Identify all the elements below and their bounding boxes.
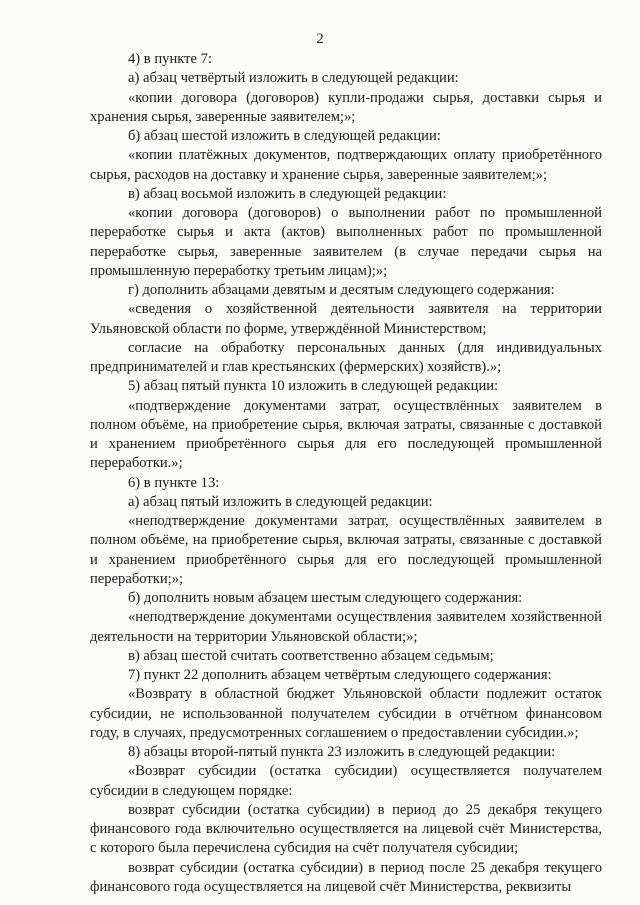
paragraph-10: согласие на обработку персональных данных (для индивидуальных предпринимателей и глав крестьянских (фермерских) хозяйств).»; [90, 339, 602, 375]
page-number: 2 [316, 31, 324, 47]
paragraph-11: 5) абзац пятый пункта 10 изложить в следующей редакции: [128, 378, 499, 395]
document-body [90, 50, 602, 897]
paragraph-15: «неподтверждение документами затрат, осуществлённых заявителем в полном объёме, на приобретение сырья, включая затраты, связанные с доставкой и хранением приобретённого сырья для его последующей промышленной переработки;»; [90, 513, 602, 587]
paragraph-3: «копии договора (договоров) купли-продажи сырья, доставки сырья и хранения сырья, заверенные заявителем;»; [90, 89, 602, 125]
paragraph-24: возврат субсидии (остатка субсидии) в период после 25 декабря текущего финансового года осуществляется на лицевой счёт Министерства, реквизиты [90, 859, 602, 895]
paragraph-17: «неподтверждение документами осуществления заявителем хозяйственной деятельности на территории Ульяновской области;»; [90, 609, 602, 645]
paragraph-9: «сведения о хозяйственной деятельности заявителя на территории Ульяновской области по форме, утверждённой Министерством; [90, 301, 602, 337]
paragraph-6: в) абзац восьмой изложить в следующей редакции: [128, 185, 447, 202]
paragraph-2: а) абзац четвёртый изложить в следующей редакции: [128, 70, 459, 87]
paragraph-14: а) абзац пятый изложить в следующей редакции: [128, 493, 433, 510]
paragraph-21: 8) абзацы второй-пятый пункта 23 изложить в следующей редакции: [128, 744, 556, 760]
paragraph-12: «подтверждение документами затрат, осуществлённых заявителем в полном объёме, на приобретение сырья, включая затраты, связанные с доставкой и хранением приобретённого сырья для его последующей промышленной переработки.»; [90, 397, 602, 472]
paragraph-13: 6) в пункте 13: [128, 474, 220, 491]
paragraph-1: 4) в пункте 7: [128, 51, 213, 67]
paragraph-23: возврат субсидии (остатка субсидии) в период до 25 декабря текущего финансового года включительно осуществляется на лицевой счёт Министерства, с которого была перечислена субсидия на счёт получателя субсидии; [90, 801, 602, 857]
paragraph-22: «Возврат субсидии (остатка субсидии) осуществляется получателем субсидии в следующем порядке: [90, 763, 602, 799]
paragraph-16: б) дополнить новым абзацем шестым следующего содержания: [128, 590, 523, 606]
paragraph-7: «копии договора (договоров) о выполнении работ по промышленной переработке сырья и акта (актов) выполненных работ по промышленной переработке сырья, заверенные заявителем (в случае передачи сырья на промышленную переработку третьим лицам);»; [90, 205, 602, 279]
paragraph-8: г) дополнить абзацами девятым и десятым следующего содержания: [128, 282, 555, 298]
paragraph-5: «копии платёжных документов, подтверждающих оплату приобретённого сырья, расходов на доставку и хранение сырья, заверенные заявителем;»; [90, 147, 602, 183]
paragraph-19: 7) пункт 22 дополнить абзацем четвёртым следующего содержания: [128, 667, 552, 683]
paragraph-4: б) абзац шестой изложить в следующей редакции: [128, 128, 441, 144]
paragraph-20: «Возврату в областной бюджет Ульяновской области подлежит остаток субсидии, не использованной получателем субсидии в отчётном финансовом году, в случаях, предусмотренных соглашением о предоставлении субсидии.»; [90, 686, 602, 741]
paragraph-18: в) абзац шестой считать соответственно абзацем седьмым; [128, 647, 494, 664]
